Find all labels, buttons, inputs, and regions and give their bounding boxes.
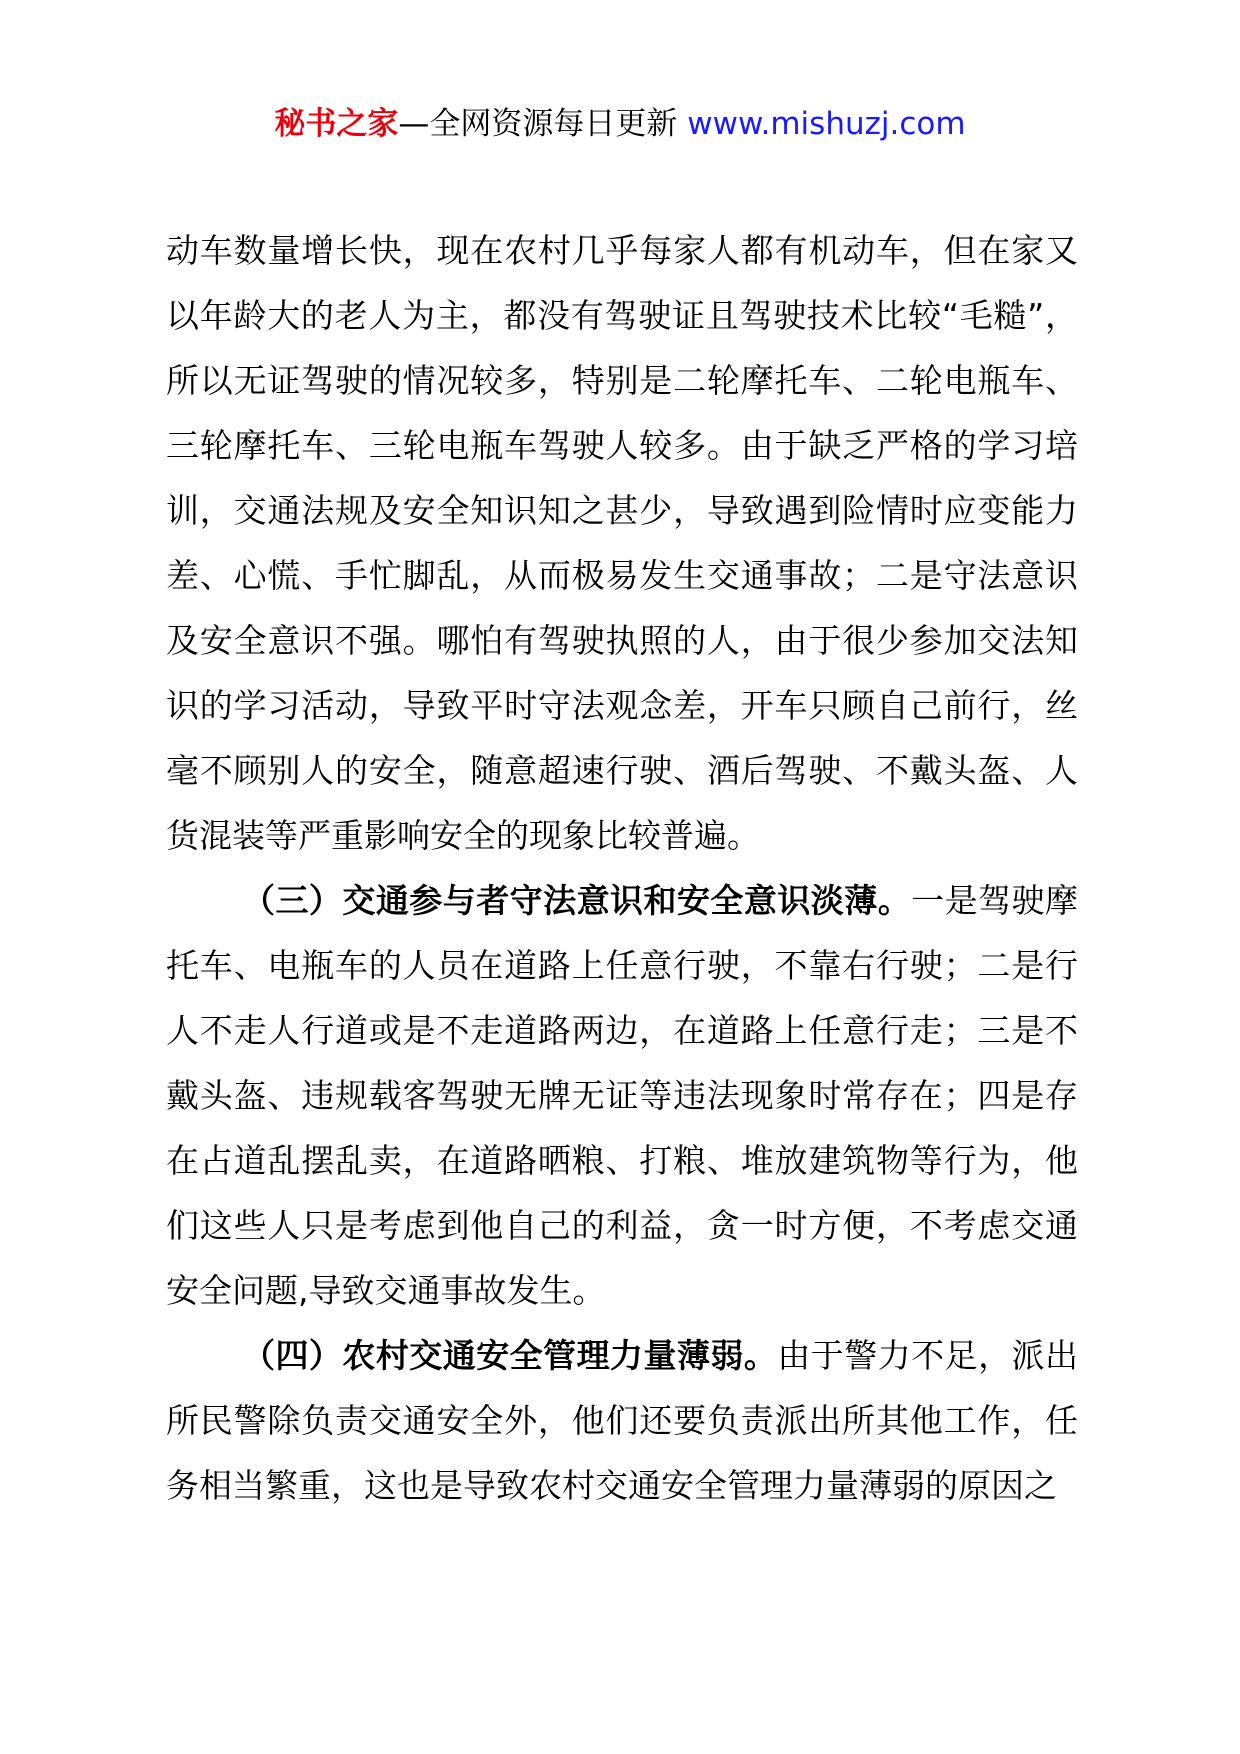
paragraph-text: 由于警力不足，派出所民警除负责交通安全外，他们还要负责派出所其他工作，任务相当繁重，这也是导致农村交通安全管理力量薄弱的原因之 <box>166 1336 1079 1505</box>
paragraph-text: 一是驾驶摩托车、电瓶车的人员在道路上任意行驶，不靠右行驶；二是行人不走人行道或是不走道路两边，在道路上任意行走；三是不戴头盔、违规载客驾驶无牌无证等违法现象时常存在；四是存在占道乱摆乱卖，在道路晒粮、打粮、堆放建筑物等行为，他们这些人只是考虑到他自己的利益，贪一时方便，不考虑交通安全问题,导致交通事故发生。 <box>166 881 1079 1310</box>
document-body <box>166 218 1078 1518</box>
paragraph-section-3 <box>166 868 1078 1323</box>
header-slogan: —全网资源每日更新 <box>398 106 688 142</box>
paragraph-continued <box>166 218 1078 868</box>
paragraph-heading: （四）农村交通安全管理力量薄弱。 <box>242 1336 778 1375</box>
paragraph-heading: （三）交通参与者守法意识和安全意识淡薄。 <box>242 881 912 920</box>
paragraph-section-4 <box>166 1323 1078 1518</box>
site-url-link[interactable]: www.mishuzj.com <box>687 106 966 142</box>
site-name: 秘书之家 <box>274 106 399 142</box>
page-header <box>0 102 1240 146</box>
paragraph-text: 动车数量增长快，现在农村几乎每家人都有机动车，但在家又以年龄大的老人为主，都没有驾驶证且驾驶技术比较“毛糙”，所以无证驾驶的情况较多，特别是二轮摩托车、二轮电瓶车、三轮摩托车、三轮电瓶车驾驶人较多。由于缺乏严格的学习培训，交通法规及安全知识知之甚少，导致遇到险情时应变能力差、心慌、手忙脚乱，从而极易发生交通事故；二是守法意识及安全意识不强。哪怕有驾驶执照的人，由于很少参加交法知识的学习活动，导致平时守法观念差，开车只顾自己前行，丝毫不顾别人的安全，随意超速行驶、酒后驾驶、不戴头盔、人货混装等严重影响安全的现象比较普遍。 <box>166 231 1078 855</box>
